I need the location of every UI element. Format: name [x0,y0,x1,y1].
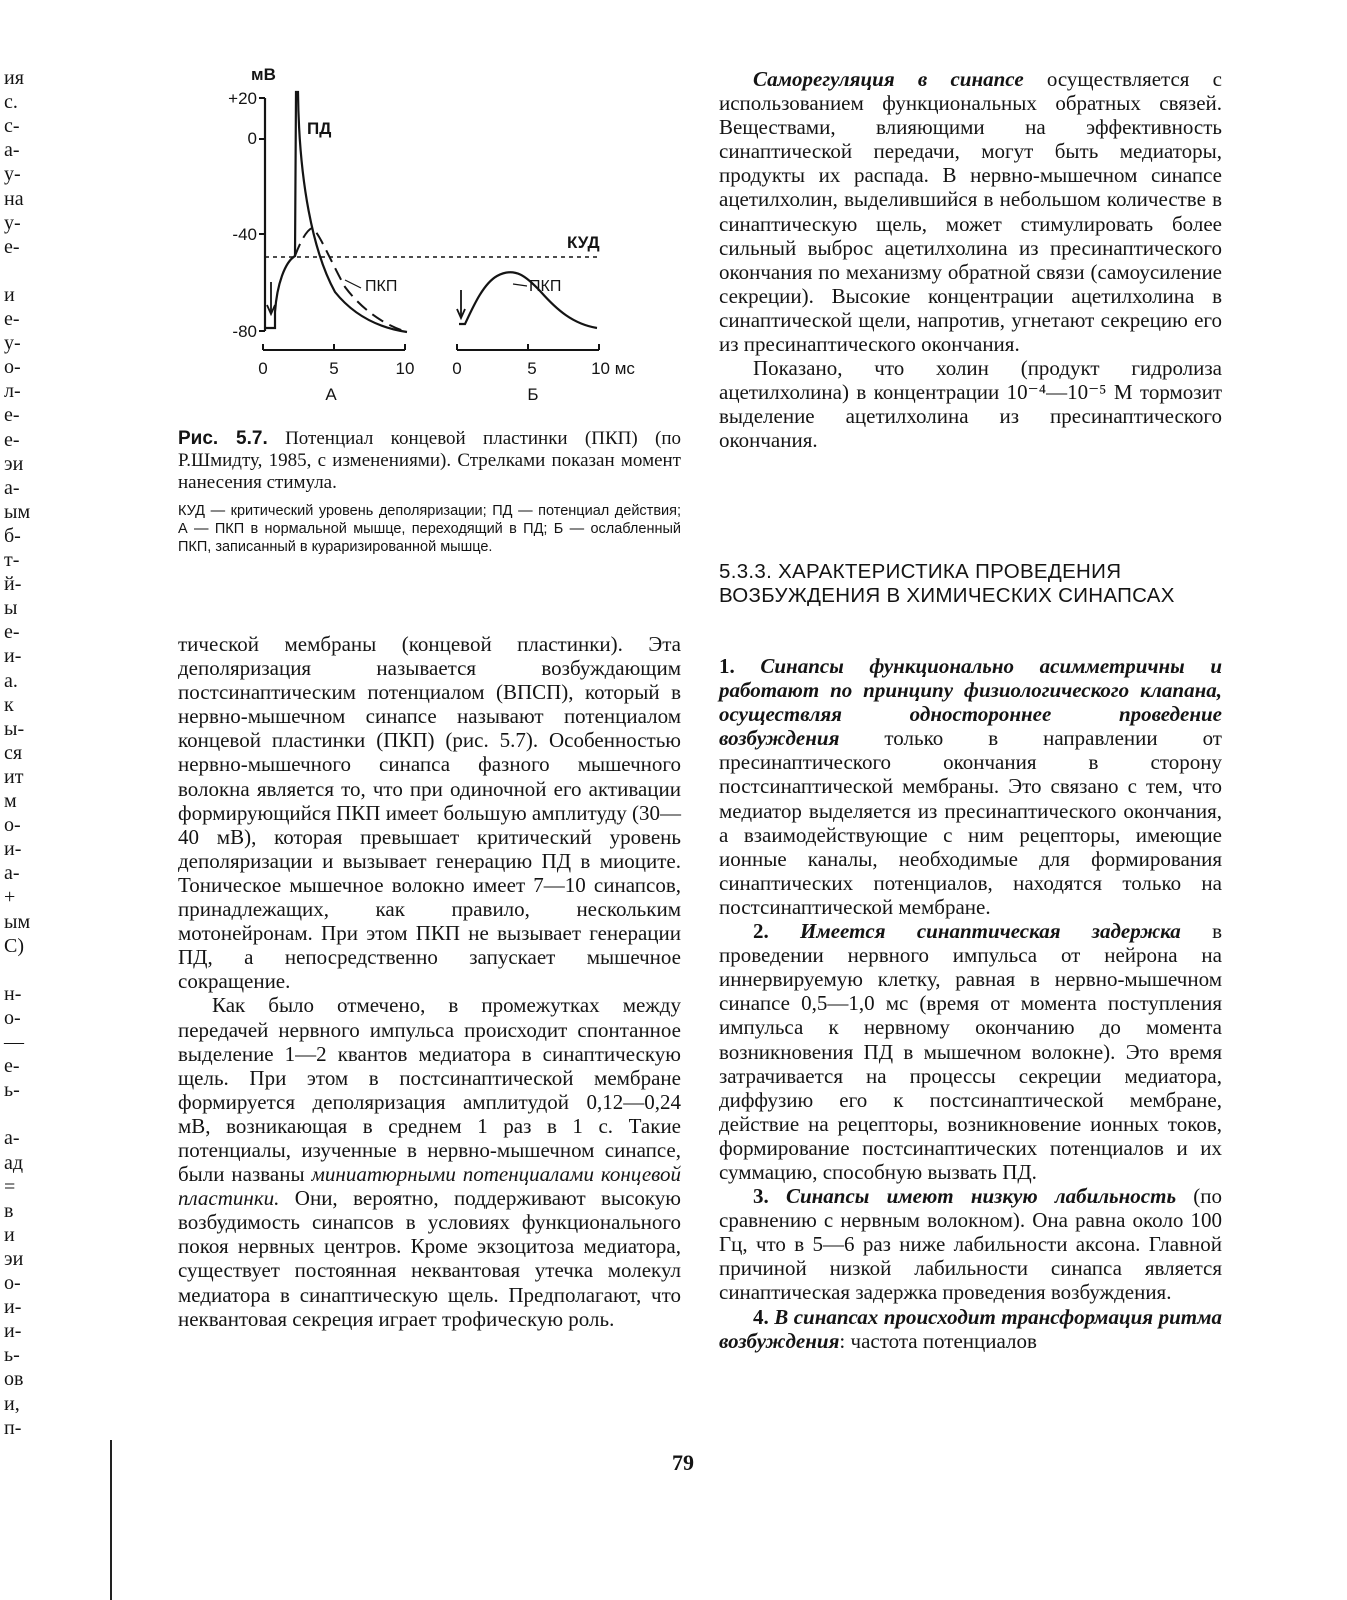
bold-italic-term: Саморегуляция в синапсе [753,67,1024,91]
edge-fragment: с. [4,91,18,114]
edge-fragment: а- [4,862,20,885]
edge-fragment: ад [4,1151,24,1174]
edge-fragment: эи [4,452,24,475]
paragraph: Как было отмечено, в промежутках между передачей нервного импульса происходит спонтанное выделение 1—2 квантов медиатора в синаптическую щель. При этом в постсинаптической мембране формируется деполяризация амплитудой 0,12—0,24 мВ, возникающая в среднем 1 раз в 1 с. Такие потенциалы, изученные в нервно-мышечном синапсе, были названы миниатюрными потенциалами концевой пластинки. Они, вероятно, поддерживают высокую возбудимость синапсов в условиях функционального покоя нервных центров. Кроме экзоцитоза медиатора, существует постоянная неквантовая утечка молекул медиатора в синаптическую щель. Предполагают, что неквантовая секреция играет трофическую роль. [178,993,681,1331]
panel-a-label: А [325,385,337,404]
edge-fragment: а. [4,669,18,692]
italic-term: миниатюрными потенциалами концевой пластинки. [178,1162,681,1211]
action-potential-curve [265,92,407,332]
edge-fragment: и- [4,1296,22,1319]
list-item: 1. Синапсы функционально асимметричны и работают по принципу физиологического клапана, осуществляя одностороннее проведение возбуждения только в направлении от пресинаптического окончания в сторону постсинаптической мембраны. Это связано с тем, что медиатор выделяется из пресинаптического окончания, а взаимодействующие с ним рецепторы, имеющие ионные каналы, необходимые для формирования синаптических потенциалов, находятся только на постсинаптической мембране. [719,654,1223,919]
edge-fragment: в [4,1199,14,1222]
edge-fragment: ым [4,910,31,933]
edge-fragment: л- [4,380,21,403]
edge-fragment: у- [4,332,21,355]
x-tick-label: 0 [452,359,462,378]
edge-fragment: т- [4,549,20,571]
list-item: 4. В синапсах происходит трансформация ритма возбуждения: частота потенциалов [719,1304,1222,1353]
y-tick-label: -40 [232,225,257,244]
paragraph: Саморегуляция в синапсе осуществляется с использованием функциональных обратных связей. Веществами, влияющими на эффективность синаптической передачи, могут быть медиаторы, продукты их распада. В нервно-мышечном синапсе ацетилхолин, выделившийся в небольшом количестве в синаптическую щель, может стимулировать более сильный выброс ацетилхолина из пресинаптического окончания по механизму обратной связи (самоусиление секреции). Высокие концентрации ацетилхолина в синаптической щели, напротив, угнетают секрецию его из пресинаптического окончания. [719,67,1222,357]
list-item: 3. Синапсы имеют низкую лабильность (по сравнению с нервным волокном). Она равна около 100 Гц, что в 5—6 раз ниже лабильности аксона. Главной причиной низкой лабильности синапса является синаптическая задержка проведения возбуждения. [719,1184,1223,1305]
epp-graph [195,62,665,422]
edge-fragment: и [4,283,15,306]
edge-fragment: е- [4,235,20,258]
edge-fragment: о- [4,356,21,379]
adjacent-page-edge [4,0,44,1600]
right-column-top [719,67,1222,453]
x-tick-label: 5 [527,359,537,378]
list-item: 2. Имеется синаптическая задержка в проведении нервного импульса от нейрона на иннервируемую клетку, равная в нервно-мышечном синапсе 0,5—1,0 мс (время от момента поступления импульса к нервному окончанию до момента возникновения ПД в мышечном волокне). Это время затрачивается на процессы секреции медиатора, диффузию его к постсинаптической мембране, действие на рецепторы, возникновение ионных токов, формирование постсинаптических потенциалов и их суммацию, способную вызвать ПД. [719,919,1222,1184]
edge-fragment: и- [4,1320,22,1343]
edge-fragment: — [4,1031,24,1053]
bold-italic-term: В синапсах происходит трансформация ритма возбуждения [719,1304,1222,1353]
right-column-bottom [719,654,1222,1353]
edge-fragment: ы [4,597,18,620]
edge-fragment: а- [4,1127,20,1150]
edge-fragment: С) [4,934,24,957]
left-column [178,632,681,1331]
edge-fragment: на [4,187,24,210]
threshold-label: КУД [567,233,600,252]
edge-fragment: к [4,693,14,716]
edge-fragment: а- [4,476,20,499]
x-tick-label: 5 [329,359,339,378]
bold-italic-term: Синапсы функционально асимметричны и работают по принципу физиологического клапана, осуществляя одностороннее проведение возбуждения [719,654,1223,751]
edge-fragment: е- [4,1055,20,1078]
x-tick-label: 10 мс [591,359,635,378]
weak-epp-curve [459,272,597,328]
section-heading: 5.3.3. ХАРАКТЕРИСТИКА ПРОВЕДЕНИЯ ВОЗБУЖДЕНИЯ В ХИМИЧЕСКИХ СИНАПСАХ [719,560,1175,607]
edge-fragment: и- [4,838,22,861]
page-number: 79 [672,1450,694,1475]
edge-fragment: у- [4,211,21,234]
edge-fragment: и, [4,1392,20,1415]
y-tick-label: +20 [228,89,257,108]
edge-fragment: ся [4,741,23,764]
caption-text: Потенциал концевой пластинки (ПКП) (по Р.Шмидту, 1985, с изменениями). Стрелками показан момент нанесения стимула. [178,428,682,493]
y-unit-label: мВ [251,65,276,84]
figure-caption [178,428,681,494]
x-tick-label: 10 [395,359,415,378]
y-tick-label: -80 [232,322,257,341]
edge-fragment: е- [4,428,20,451]
edge-fragment: е- [4,621,20,644]
edge-fragment: ов [4,1368,24,1391]
figure-number: Рис. 5.7. [178,428,268,449]
edge-fragment: е- [4,404,20,427]
edge-fragment: ь- [4,1344,20,1367]
figure-legend: КУД — критический уровень деполяризации; ПД — потенциал действия; А — ПКП в нормальной мышце, переходящий в ПД; Б — ослабленный ПКП, записанный в кураризированной мышце. [178,503,681,555]
edge-fragment: м [4,790,17,812]
edge-fragment: ия [4,67,24,89]
edge-fragment: ь- [4,1079,20,1102]
bold-italic-term: Синапсы имеют низкую лабильность [785,1184,1177,1209]
edge-fragment: п- [4,1416,22,1439]
y-tick-label: 0 [247,129,257,148]
edge-fragment: + [4,886,16,909]
edge-fragment: е- [4,308,20,330]
edge-fragment: ит [4,765,24,788]
edge-fragment: и [4,1223,15,1246]
edge-fragment: о- [4,1006,21,1029]
edge-fragment: а- [4,139,20,162]
edge-fragment: у- [4,163,21,186]
edge-fragment: с- [4,115,20,138]
binding-shadow [110,1440,112,1600]
edge-fragment: ы- [4,717,25,740]
ap-label: ПД [307,119,332,138]
edge-fragment: ым [4,500,31,523]
edge-fragment: = [4,1175,16,1198]
bold-italic-term: Имеется синаптическая задержка [800,919,1181,944]
epp-label-b: ПКП [529,278,562,295]
figure-5-7 [195,62,665,422]
edge-fragment: б- [4,524,21,547]
paragraph: Показано, что холин (продукт гидролиза ацетилхолина) в концентрации 10⁻⁴—10⁻⁵ М тормозит выделение ацетилхолина из пресинаптического окончания. [719,356,1222,453]
x-tick-label: 0 [258,359,268,378]
panel-b-label: Б [527,385,539,404]
edge-fragment: н- [4,982,22,1005]
epp-label-a: ПКП [365,278,398,295]
edge-fragment: и- [4,645,22,668]
edge-fragment: о- [4,814,21,837]
edge-fragment: о- [4,1272,21,1294]
paragraph: тической мембраны (концевой пластинки). Эта деполяризация называется возбуждающим постсинаптическим потенциалом (ВПСП), который в нервно-мышечном синапсе называют потенциалом концевой пластинки (ПКП) (рис. 5.7). Особенностью нервно-мышечного синапса фазного мышечного волокна является то, что при одиночной его активации формирующийся ПКП имеет большую амплитуду (30—40 мВ), которая превышает критический уровень деполяризации и вызывает генерацию ПД в миоците. Тоническое мышечное волокно имеет 7—10 синапсов, принадлежащих, как правило, нескольким мотонейронам. При этом ПКП не вызывает генерации ПД, а непосредственно запускает мышечное сокращение. [178,632,681,994]
edge-fragment: эи [4,1247,24,1270]
edge-fragment: й- [4,573,22,596]
